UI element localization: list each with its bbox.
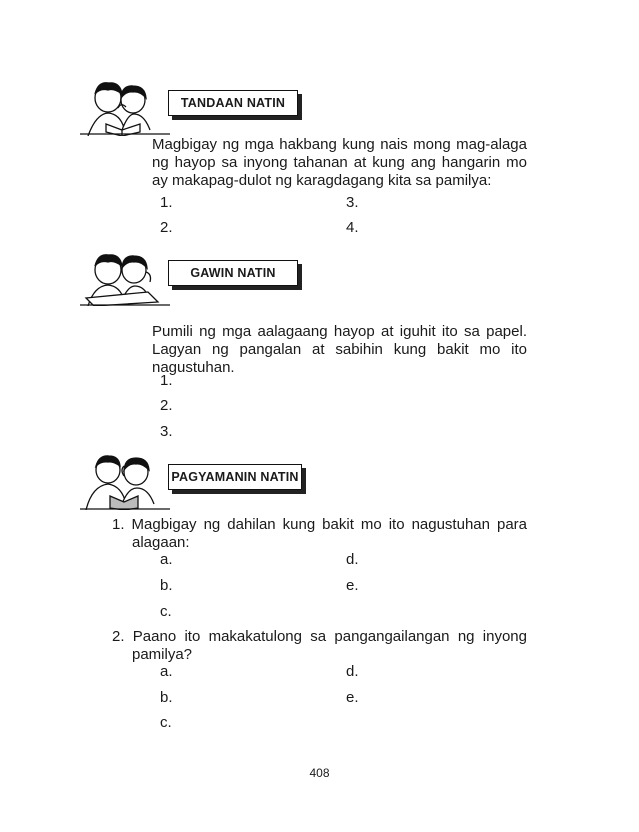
gawin-item-1: 1. — [160, 372, 173, 389]
gawin-instruction: Pumili ng mga aalagaang hayop at iguhit ito sa papel. Lagyan ng pangalan at sabihin kung bakit mo ito nagustuhan. — [152, 323, 527, 376]
gawin-item-3: 3. — [160, 423, 173, 440]
pagyamanin-label-box — [168, 464, 302, 490]
gawin-title: GAWIN NATIN — [190, 266, 276, 280]
tandaan-item-4: 4. — [346, 219, 359, 236]
pagyamanin-question-2: 2. Paano ito makakatulong sa pangangailangan ng inyong pamilya? — [112, 628, 527, 663]
q1-option-a: a. — [160, 551, 173, 568]
children-drawing-illustration — [78, 248, 170, 306]
page-number: 408 — [309, 766, 330, 780]
gawin-item-2: 2. — [160, 397, 173, 414]
q2-option-d: d. — [346, 663, 359, 680]
tandaan-title: TANDAAN NATIN — [180, 96, 286, 110]
tandaan-instruction: Magbigay ng mga hakbang kung nais mong mag-alaga ng hayop sa inyong tahanan at kung ang hangarin mo ay makapag-dulot ng karagdagang kita sa pamilya: — [152, 136, 527, 189]
children-studying-illustration — [78, 452, 170, 510]
q2-option-a: a. — [160, 663, 173, 680]
pagyamanin-title: PAGYAMANIN NATIN — [171, 470, 299, 484]
q1-option-d: d. — [346, 551, 359, 568]
tandaan-label-box — [168, 90, 298, 116]
gawin-label-box — [168, 260, 298, 286]
q2-option-b: b. — [160, 689, 173, 706]
q2-option-c: c. — [160, 714, 172, 731]
tandaan-item-1: 1. — [160, 194, 173, 211]
tandaan-item-3: 3. — [346, 194, 359, 211]
tandaan-item-2: 2. — [160, 219, 173, 236]
gawin-header — [78, 248, 308, 306]
pagyamanin-question-1: 1. Magbigay ng dahilan kung bakit mo ito nagustuhan para alagaan: — [112, 516, 527, 551]
pagyamanin-header — [78, 452, 308, 510]
tandaan-header — [78, 78, 308, 136]
q1-option-c: c. — [160, 603, 172, 620]
q1-option-b: b. — [160, 577, 173, 594]
children-reading-illustration — [78, 78, 170, 136]
q2-option-e: e. — [346, 689, 359, 706]
q1-option-e: e. — [346, 577, 359, 594]
